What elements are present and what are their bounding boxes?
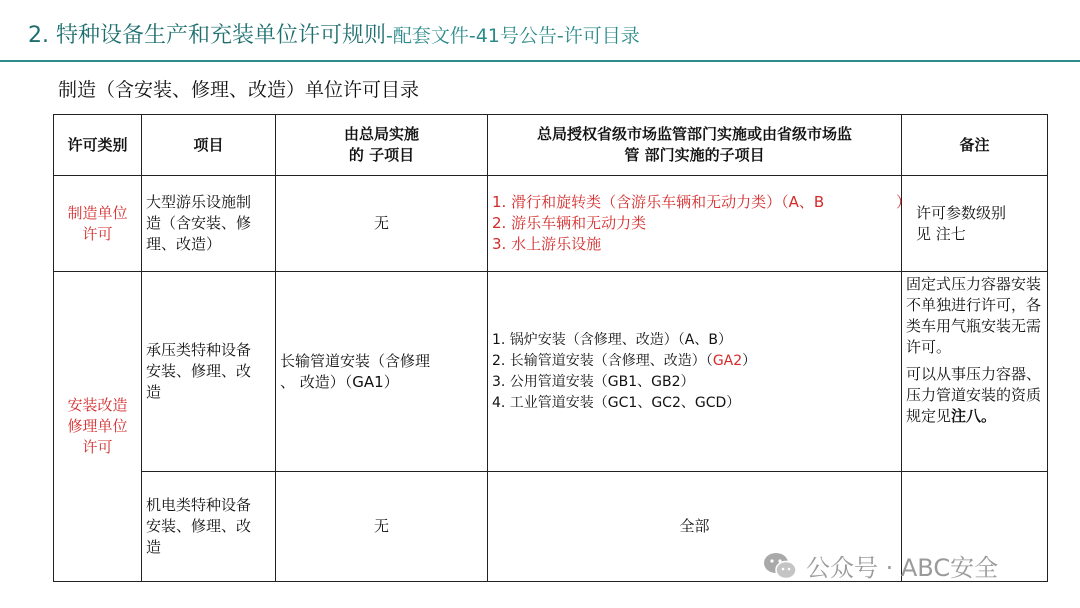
- wechat-icon: [762, 551, 798, 581]
- bracket-fragment: ）: [895, 193, 911, 211]
- license-table: [53, 114, 1048, 582]
- note-paragraph: 固定式压力容器安装不单独进行许可，各类车用气瓶安装无需许可。: [906, 275, 1042, 356]
- provincial-cell: [488, 272, 902, 472]
- header-central: 由总局实施 的 子项目: [276, 115, 488, 176]
- central-cell: 长输管道安装（含修理 、 改造）（GA1）: [276, 272, 488, 472]
- slide-title: [28, 18, 1058, 54]
- central-cell: 无: [276, 472, 488, 582]
- list-item: 4. 工业管道安装（GC1、GC2、GCD）: [492, 394, 741, 411]
- category-install: 安装改造 修理单位 许可: [54, 272, 142, 582]
- category-manufacture: 制造单位 许可: [54, 176, 142, 272]
- provincial-cell: 全部: [488, 472, 902, 582]
- header-category: 许可类别: [54, 115, 142, 176]
- note-paragraph: 可以从事压力容器、压力管道安装的资质规定见注八。: [906, 365, 1042, 425]
- provincial-cell: [488, 176, 911, 272]
- list-item: 2. 游乐车辆和无动力类: [492, 214, 647, 232]
- item-cell: 承压类特种设备 安装、修理、改 造: [142, 272, 276, 472]
- table-header-row: [54, 115, 1048, 176]
- note-ref: 注八。: [951, 407, 997, 425]
- list-item: 3. 公用管道安装（GB1、GB2）: [492, 373, 695, 390]
- table-row: [54, 272, 1048, 472]
- list-item: 1. 滑行和旋转类（含游乐车辆和无动力类）（A、B: [492, 193, 825, 211]
- table-row: [54, 176, 1048, 272]
- header-item: 项目: [142, 115, 276, 176]
- header-provincial: 总局授权省级市场监管部门实施或由省级市场监 管 部门实施的子项目: [488, 115, 902, 176]
- list-item: 3. 水上游乐设施: [492, 235, 602, 253]
- slide-title-sub: -配套文件-41号公告-许可目录: [386, 25, 640, 47]
- watermark: [762, 548, 998, 583]
- note-cell: [902, 272, 1048, 472]
- header-note: 备注: [902, 115, 1048, 176]
- watermark-text: 公众号 · ABC安全: [806, 554, 999, 582]
- central-cell: 无: [276, 176, 488, 272]
- list-item: 2. 长输管道安装（含修理、改造）（GA2）: [492, 352, 757, 369]
- note-cell: 许可参数级别 见 注七: [902, 176, 1048, 272]
- title-divider: [0, 60, 1080, 62]
- slide-title-main: 2. 特种设备生产和充装单位许可规则: [28, 23, 386, 48]
- highlight-code: GA2: [712, 352, 743, 369]
- list-item: 1. 锅炉安装（含修理、改造）（A、B）: [492, 331, 732, 348]
- item-cell: 大型游乐设施制 造（含安装、修 理、改造）: [142, 176, 276, 272]
- section-title: 制造（含安装、修理、改造）单位许可目录: [58, 79, 420, 101]
- item-cell: 机电类特种设备 安装、修理、改 造: [142, 472, 276, 582]
